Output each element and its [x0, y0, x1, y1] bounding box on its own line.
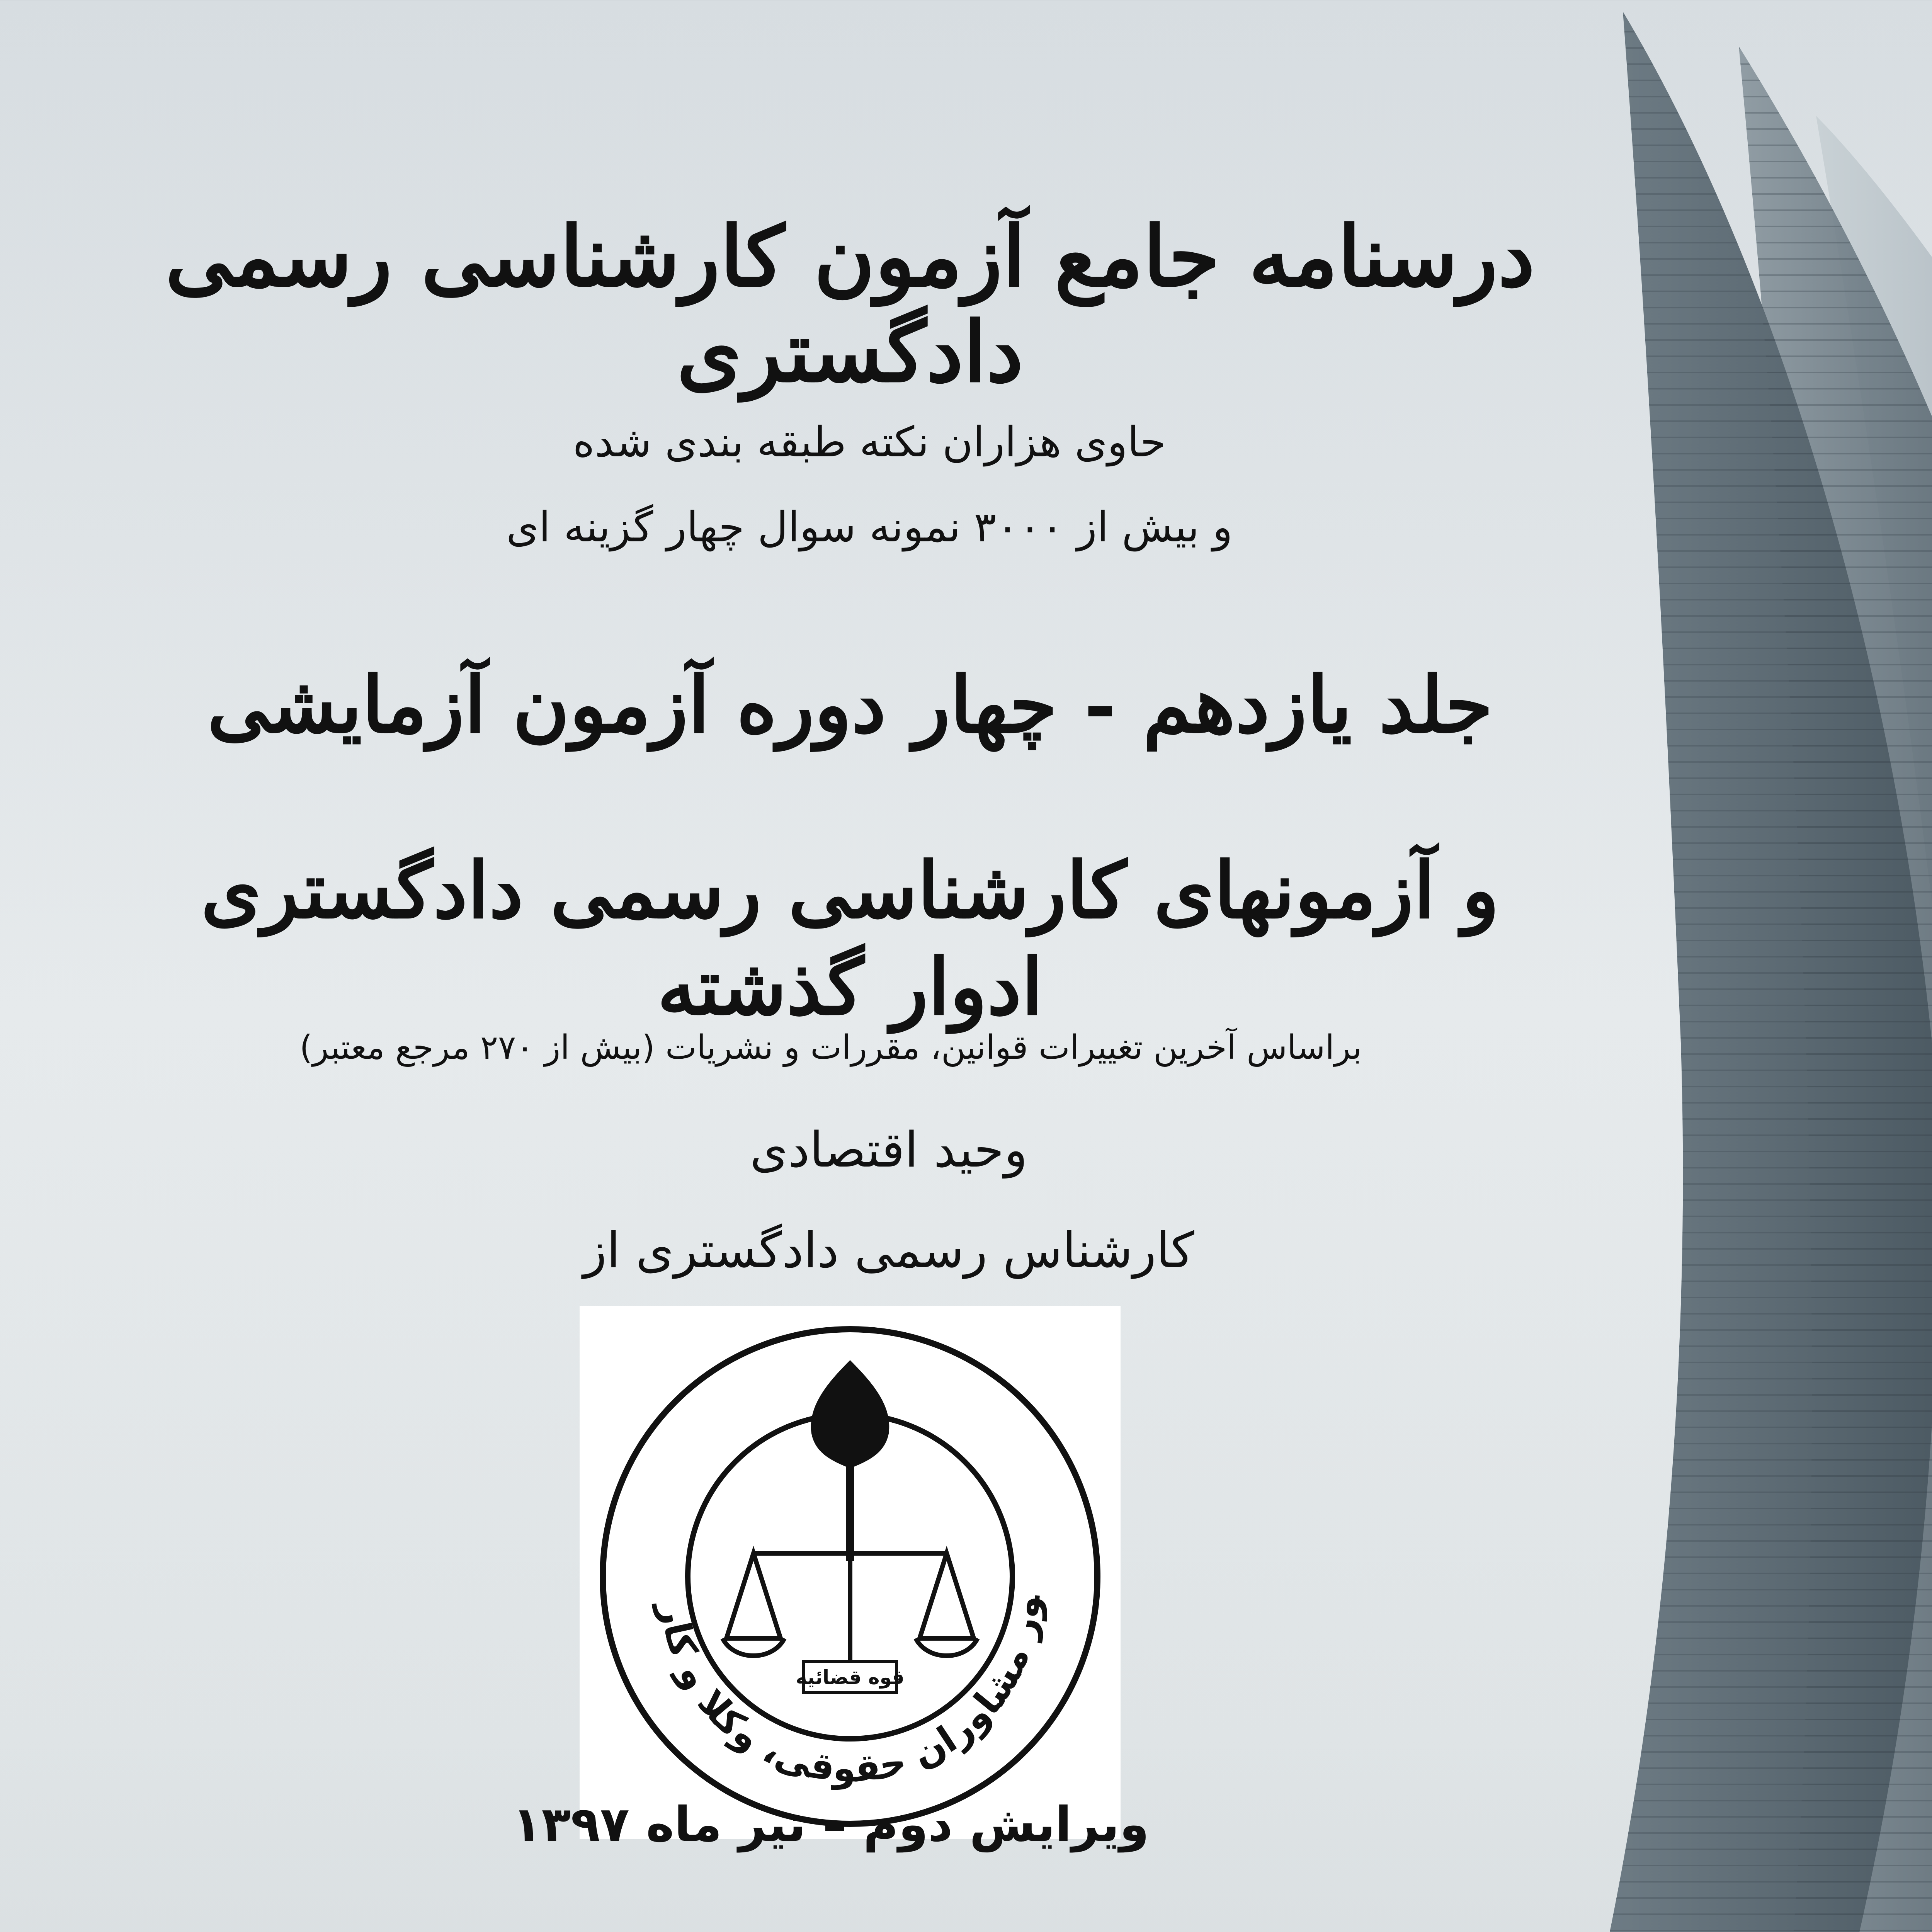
svg-text:مرکز امور مشاوران حقوقی، وکلا: ور مشاوران حقوقی، وکلا و کار — [652, 1593, 1049, 1791]
references-note: براساس آخرین تغییرات قوانین، مقررات و نشریات (بیش از ۲۷۰ مرجع معتبر) — [299, 1028, 1362, 1067]
subtitle-line-2: و بیش از ۳۰۰۰ نمونه سوال چهار گزینه ای — [506, 503, 1233, 551]
volume-title-line-2: و آزمونهای کارشناسی رسمی دادگستری ادوار گذشته — [201, 845, 1499, 1032]
author-role: کارشناس رسمی دادگستری از — [583, 1222, 1194, 1279]
judiciary-seal-icon — [580, 1306, 1121, 1839]
edition-date: ویرایش دوم – تیر ماه ۱۳۹۷ — [512, 1797, 1150, 1852]
svg-text:قوه قضائیه: قوه قضائیه — [796, 1666, 905, 1689]
judiciary-emblem — [580, 1306, 1121, 1839]
poster-title: درسنامه جامع آزمون کارشناسی رسمی دادگستری — [165, 207, 1535, 401]
subtitle-line-1: حاوی هزاران نکته طبقه بندی شده — [573, 418, 1166, 466]
author-name: وحید اقتصادی — [750, 1121, 1028, 1178]
volume-title-line-1: جلد یازدهم - چهار دوره آزمون آزمایشی — [207, 660, 1493, 750]
